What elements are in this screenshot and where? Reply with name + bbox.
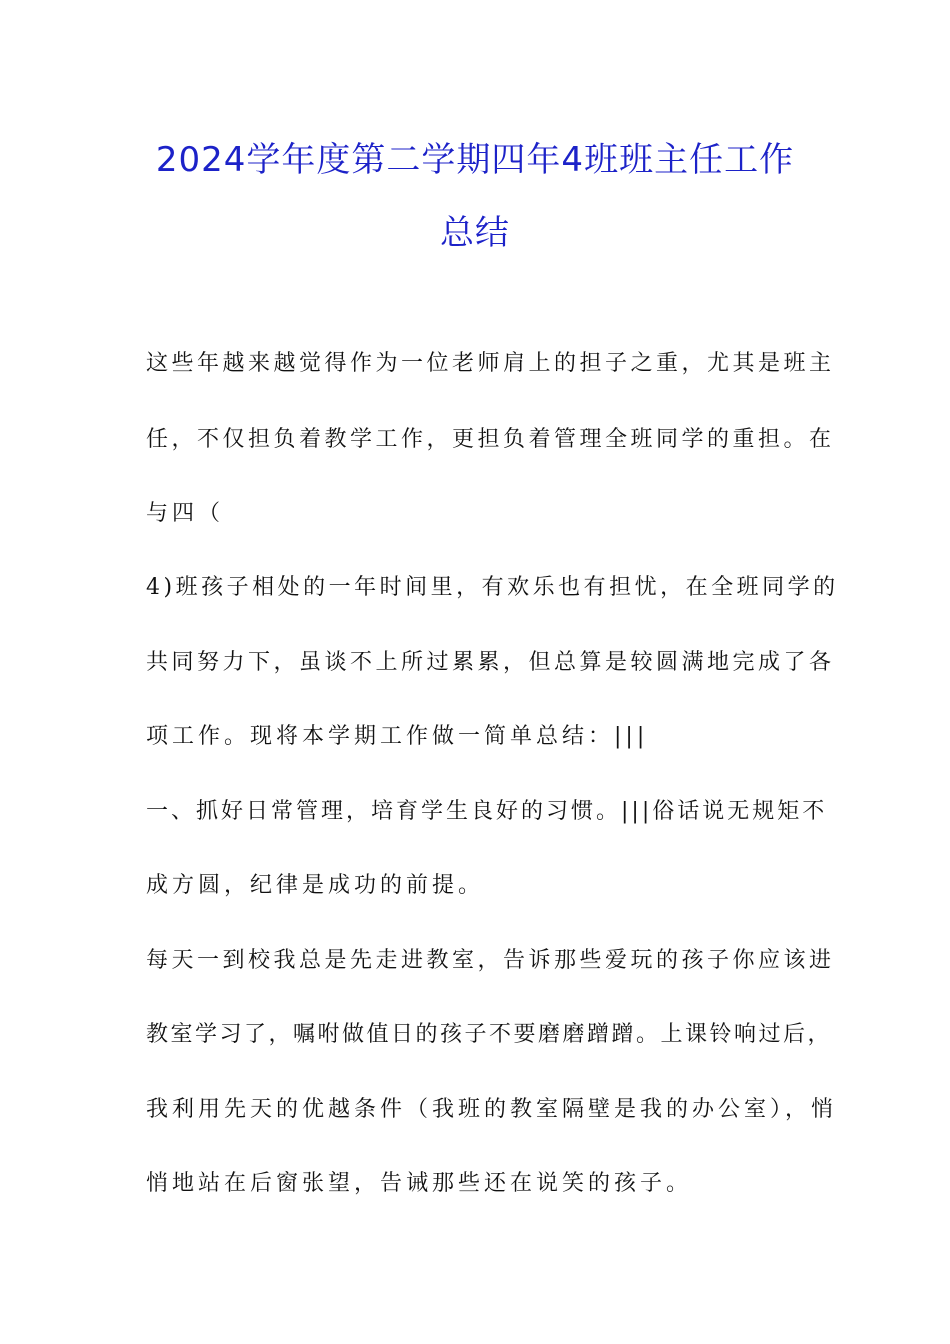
body-line-2: 任，不仅担负着教学工作，更担负着管理全班同学的重担。在 — [146, 427, 835, 452]
body-line-8: 成方圆，纪律是成功的前提。 — [146, 873, 485, 898]
body-line-3: 与四（ — [146, 501, 225, 526]
body-line-11: 我利用先天的优越条件（我班的教室隔壁是我的办公室），悄 — [146, 1097, 838, 1122]
body-line-9: 每天一到校我总是先走进教室，告诉那些爱玩的孩子你应该进 — [146, 948, 835, 973]
body-line-10: 教室学习了，嘱咐做值日的孩子不要磨磨蹭蹭。上课铃响过后， — [146, 1022, 833, 1047]
document-title-line-2: 总结 — [440, 213, 510, 253]
document-title-line-1: 2024学年度第二学期四年4班班主任工作 — [155, 140, 795, 180]
body-line-4: 4)班孩子相处的一年时间里，有欢乐也有担忧，在全班同学的 — [146, 575, 839, 600]
body-line-12: 悄地站在后窗张望，告诫那些还在说笑的孩子。 — [146, 1171, 693, 1196]
body-line-5: 共同努力下，虽谈不上所过累累，但总算是较圆满地完成了各 — [146, 650, 835, 675]
body-line-6: 项工作。现将本学期工作做一简单总结：||| — [146, 724, 649, 749]
body-line-1: 这些年越来越觉得作为一位老师肩上的担子之重，尤其是班主 — [146, 351, 835, 376]
body-line-7: 一、抓好日常管理，培育学生良好的习惯。|||俗话说无规矩不 — [146, 799, 828, 824]
